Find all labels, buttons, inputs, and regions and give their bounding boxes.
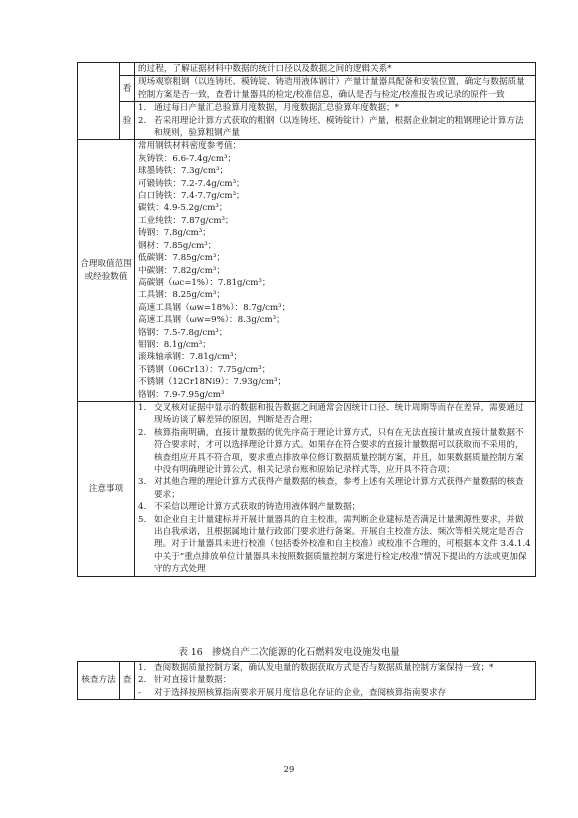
density-line: 可锻铸铁：7.2-7.4g/cm³；: [138, 178, 245, 189]
reasonable-range-label: 合理取值范围或经验数值: [78, 140, 135, 402]
list-item: 2. 若采用理论计算方式获取的粗钢（以连铸坯、模铸锭计）产量，根据企业制定的粗钢理论计算方法和规则，验算粗钢产量: [138, 115, 524, 139]
density-line: 钢材：7.85g/cm³；: [138, 240, 217, 251]
notes-list: [138, 402, 532, 576]
density-line: 铸钢：7.8g/cm³；: [138, 228, 211, 239]
table-row: [78, 102, 536, 140]
notes-cell: [135, 401, 536, 576]
method-label: 核查方法: [78, 662, 120, 700]
density-line: 钼钢：8.1g/cm³；: [138, 339, 211, 350]
list-item: 1. 查阅数据质量控制方案，确认发电量的数据获取方式是否与数据质量控制方案保持一致；*: [138, 663, 494, 673]
density-line: 工具钢：8.25g/cm³；: [138, 290, 225, 301]
density-line: 常用钢铁材料密度参考值：: [138, 141, 242, 152]
density-line: 灰铸铁：6.6-7.4g/cm³；: [138, 153, 237, 164]
density-line: 白口铸铁：7.4-7.7g/cm³；: [138, 191, 245, 202]
table-row: [78, 140, 536, 402]
list-item: - 对于选择按照核算指南要求开展月度信息化存证的企业，查阅核算指南要求存: [138, 687, 447, 698]
table-row: [78, 401, 536, 576]
list-item: 2. 针对直接计量数据：: [138, 675, 232, 686]
list-item: 1. 交叉核对证据中显示的数据和报告数据之间通常会因统计口径、统计周期等而存在差异，需要通过现场访谈了解差异的原因，判断是否合理；: [138, 402, 524, 426]
notes-label: 注意事项: [78, 401, 135, 576]
density-line: 工业纯铁：7.87g/cm³；: [138, 215, 234, 226]
table-row: [78, 76, 536, 102]
page-number: 29: [283, 764, 295, 774]
step-label-kan: 看: [120, 76, 135, 102]
step-cell-empty: [120, 63, 135, 76]
density-line: 铬钢：7.9-7.95g/cm³: [138, 389, 225, 400]
table-row: [78, 63, 536, 76]
density-line: 滚珠轴承钢：7.81g/cm³；: [138, 352, 243, 363]
yan-list: [138, 102, 532, 139]
row-top-text: 的过程，了解证据材料中数据的统计口径以及数据之间的逻辑关系*: [135, 63, 536, 76]
table-row: [78, 662, 536, 700]
cha-cell: [135, 662, 536, 700]
density-line: 高碳钢（ωc=1%）：7.81g/cm³；: [138, 277, 271, 288]
yan-cell: [135, 102, 536, 140]
density-line: 碳铁：4.9-5.2g/cm³；: [138, 203, 228, 214]
list-item: 3. 对其他合理的理论计算方式获得产量数据的核查，参考上述有关理论计算方式获得产量数据的核查要求；: [138, 477, 524, 500]
kan-text: 现场观察粗钢（以连铸坯、模铸锭、铸造用液体钢计）产量计量器具配备和安装位置，确定与数据质量控制方案是否一致，查看计量器具的检定/校准信息，确认是否与检定/校准报告或记录的原件一致: [135, 76, 536, 102]
density-line: 不锈钢（06Cr13）：7.75g/cm³；: [138, 364, 271, 375]
verification-table-15-continued: [77, 62, 536, 577]
method-cell-empty: [78, 63, 120, 140]
density-line: 中碳钢：7.82g/cm³；: [138, 265, 225, 276]
density-line: 高速工具钢（ωw=9%）：8.3g/cm³；: [138, 315, 285, 326]
list-item: 4. 不采信以理论计算方式获取的铸造用液体钢产量数据；: [138, 502, 361, 513]
density-line: 不锈钢（12Cr18Ni9）：7.93g/cm³；: [138, 377, 287, 388]
step-label-yan: 验: [120, 102, 135, 140]
list-item: 2. 核算指南明确，直接计量数据的优先序高于理论计算方式，只有在无法直接计量或直接计量数据不符合要求时，才可以选择理论计算方式。如果存在符合要求的直接计量数据可以获取而不采用的，核查组应开具不符合项，要求重点排放单位修订数据质量控制方案，并且，如果数据质量控制方案中没有明确理论计算公式、相关记录台账和原始记录样式等，应开具不符合项；: [138, 427, 524, 475]
density-line: 铬钢：7.5-7.8g/cm³；: [138, 327, 228, 338]
table-16-caption: 表 16 掺烧自产二次能源的化石燃料发电设施发电量: [178, 647, 400, 658]
verification-table-16: [77, 661, 536, 700]
density-line: 低碳钢：7.85g/cm³；: [138, 253, 225, 264]
list-item: 5. 如企业自主计量建标并开展计量器具的自主校准，需判断企业建标是否满足计量溯源性要求，并做出自我承诺，且根据属地计量行政部门要求进行备案。开展自主校准方法、频次等相关规定是否合理。对于计量器具未进行校准（包括委外校准和自主校准）或校准不合理的，可根据本文件 3.4.1.4 中关于“重点排放单位计量器具未按照数据质量控制方案进行检定/校准”情况下提出的方法或更加保守的方式处理: [138, 514, 531, 575]
density-reference-cell: [135, 140, 536, 402]
step-label-cha: 查: [120, 662, 135, 700]
cha-list: [138, 662, 532, 699]
list-item: 1. 通过每日产量汇总验算月度数据，月度数据汇总验算年度数据；*: [138, 103, 399, 114]
density-line: 高速工具钢（ωw=18%）：8.7g/cm³；: [138, 302, 291, 313]
density-line: 球墨铸铁：7.3g/cm³；: [138, 166, 229, 177]
